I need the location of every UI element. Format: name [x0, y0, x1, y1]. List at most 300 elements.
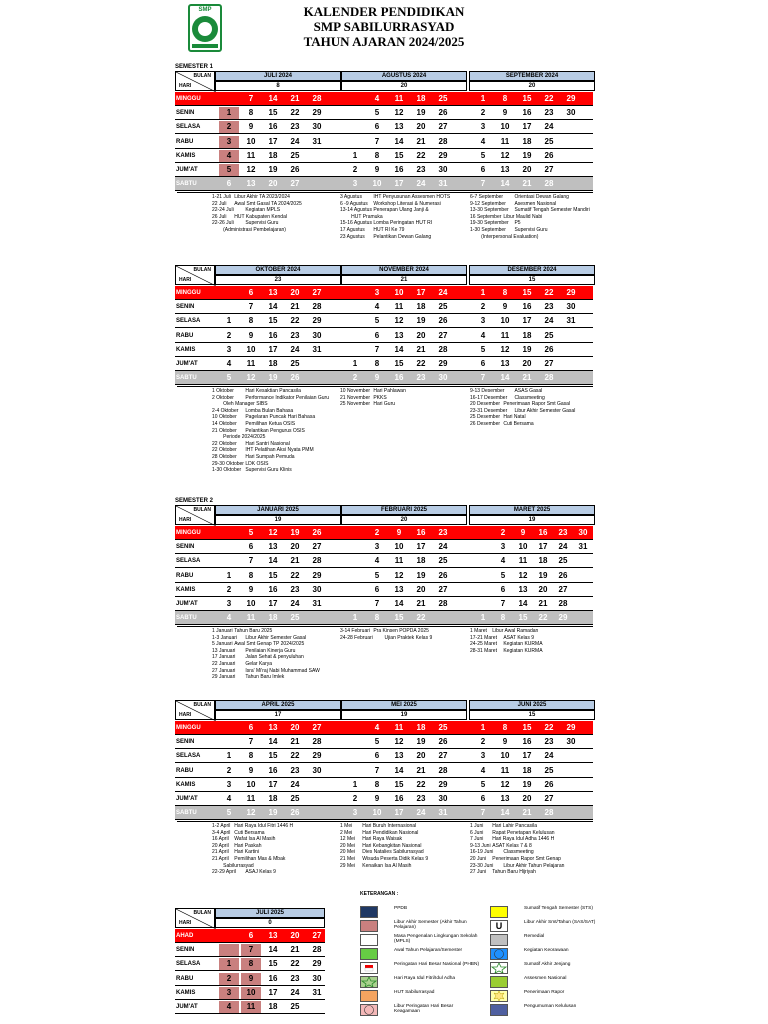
day-row — [175, 929, 325, 943]
date-cell: 17 — [268, 136, 278, 146]
date-cell — [219, 944, 239, 956]
date-cell: 14 — [394, 136, 404, 146]
corner-hari: HARI — [179, 712, 192, 718]
date-cell: 21 — [538, 599, 548, 608]
note-line: 22 Januari Gelar Karya — [212, 660, 273, 667]
legend-text: Sumatif Akhir Jenjang — [524, 962, 571, 967]
date-cell — [307, 612, 327, 624]
date-cell: 14 — [268, 556, 278, 566]
legend-swatch — [490, 1004, 508, 1016]
legend-swatch — [490, 990, 508, 1002]
date-cell: 29 — [566, 288, 576, 297]
note-line: 10 November Hari Pahlawan — [340, 388, 406, 394]
date-cell: 20 — [290, 723, 300, 732]
note-line: 17 Agustus HUT RI Ke 79 — [340, 226, 405, 233]
calendar-block-3 — [175, 505, 593, 625]
date-cell: 9 — [502, 302, 508, 312]
note-line: 16-17 Desember Classmeeting — [470, 394, 545, 401]
note-line: 29 Mei Kenaikan Isa Al Masih — [340, 862, 412, 869]
date-cell: 27 — [438, 330, 448, 340]
date-cell: 5 — [226, 808, 232, 818]
note-line: 2 Mei Hari Pendidikan Nasional — [340, 829, 419, 836]
legend-text: Libur Akhir Smt/Tahun (SAS/SAT) — [524, 920, 596, 925]
date-cell: 8 — [502, 288, 508, 297]
date-cell — [561, 121, 581, 133]
date-cell: 14 — [268, 94, 278, 103]
note-line: 1 Maret Libur Awal Ramadan — [470, 628, 539, 634]
date-cell: 8 — [502, 94, 508, 103]
date-cell: 19 — [290, 528, 300, 537]
date-cell: 7 — [248, 302, 254, 312]
date-cell: 13 — [394, 330, 404, 340]
day-row — [175, 778, 593, 792]
date-cell: 2 — [219, 973, 239, 985]
date-cell: 2 — [374, 528, 380, 537]
date-cell — [345, 541, 365, 553]
date-cell: 19 — [416, 108, 426, 118]
date-cell: 15 — [268, 959, 278, 969]
date-cell: 20 — [416, 584, 426, 594]
date-cell — [345, 570, 365, 582]
date-cell: 29 — [312, 570, 322, 580]
date-cell: 22 — [544, 94, 554, 103]
date-cell: 10 — [372, 808, 382, 818]
day-row — [175, 1000, 325, 1014]
date-cell: 18 — [416, 94, 426, 103]
date-cell: 17 — [268, 599, 278, 608]
day-row — [175, 357, 593, 371]
legend-swatch — [490, 976, 508, 988]
title-line-3: TAHUN AJARAN 2024/2025 — [303, 34, 465, 49]
date-cell: 1 — [480, 288, 486, 297]
date-cell: 4 — [374, 723, 380, 732]
date-cell: 30 — [438, 794, 448, 803]
date-cell: 22 — [416, 779, 426, 789]
legend-item — [360, 962, 485, 976]
date-cell: 26 — [544, 150, 554, 160]
date-cell: 23 — [290, 122, 300, 132]
date-cell: 22 — [416, 359, 426, 368]
date-cell: 3 — [226, 599, 232, 608]
date-cell: 4 — [374, 556, 380, 566]
date-cell: 15 — [394, 150, 404, 160]
day-label: KAMIS — [176, 781, 196, 788]
date-cell: 12 — [394, 316, 404, 326]
date-cell: 8 — [500, 613, 506, 623]
date-cell: 22 — [290, 316, 300, 326]
date-cell: 19 — [268, 808, 278, 818]
legend-item — [360, 906, 485, 920]
day-row — [175, 611, 593, 625]
note-line: 1 Januari Tahun Baru 2025 — [212, 628, 273, 634]
date-cell: 13 — [268, 542, 278, 552]
date-cell: 9 — [396, 528, 402, 537]
date-cell: 3 — [480, 316, 486, 326]
date-cell: 16 — [268, 330, 278, 340]
date-cell: 25 — [290, 613, 300, 623]
date-cell: 31 — [312, 987, 322, 997]
legend-item — [490, 1004, 615, 1018]
date-cell: 10 — [246, 136, 256, 146]
date-cell: 17 — [522, 751, 532, 761]
legend-text: Kegiatan Keorawaan — [524, 948, 569, 953]
date-cell: 5 — [500, 570, 506, 580]
day-label: SELASA — [176, 558, 201, 565]
date-cell — [561, 750, 581, 762]
date-cell: 23 — [290, 973, 300, 983]
date-cell: 24 — [416, 179, 426, 189]
date-cell: 13 — [246, 179, 256, 189]
corner-bulan: BULAN — [193, 910, 211, 916]
corner-hari: HARI — [179, 277, 192, 283]
date-cell: 28 — [438, 599, 448, 608]
date-cell — [219, 541, 239, 553]
date-cell: 16 — [394, 794, 404, 803]
date-cell: 10 — [246, 344, 256, 354]
date-cell: 20 — [290, 931, 300, 940]
note-line: 1 Juni Hari Lahir Pancasila — [470, 823, 537, 829]
legend-item — [490, 976, 615, 990]
date-cell: 11 — [500, 136, 510, 146]
day-label: SENIN — [176, 544, 195, 551]
note-line: 14 Oktober Pemilihan Ketua OSIS — [212, 420, 296, 427]
date-cell: 23 — [416, 165, 426, 174]
date-cell: 27 — [544, 794, 554, 803]
date-cell: 15 — [522, 723, 532, 732]
date-cell: 29 — [558, 613, 568, 623]
note-line: 20 Juni Penerimaan Rapor Smt Genap — [470, 855, 561, 862]
date-cell: 2 — [226, 765, 232, 775]
note-line: 22 Juli Awal Smt Gasal TA 2024/2025 — [212, 200, 302, 207]
note-line: (Interpersonal Evaluation) — [470, 233, 539, 240]
date-cell — [307, 150, 327, 162]
corner-hari: HARI — [179, 83, 192, 89]
month-name: JULI 2024 — [215, 71, 341, 81]
day-label: SABTU — [176, 181, 197, 188]
date-cell: 3 — [226, 779, 232, 789]
day-label: KAMIS — [176, 346, 196, 353]
note-line: Oleh Manager SIBS — [212, 401, 268, 408]
date-cell: 18 — [538, 556, 548, 566]
date-cell: 29 — [438, 359, 448, 368]
date-cell: 17 — [268, 344, 278, 354]
note-line: 1-30 September Supervisi Guru — [470, 226, 548, 233]
day-row — [175, 314, 593, 328]
date-cell: 21 — [416, 765, 426, 775]
date-cell: 6 — [480, 359, 486, 368]
date-cell: 13 — [500, 165, 510, 174]
day-label: SABTU — [176, 375, 197, 382]
date-cell: 8 — [248, 108, 254, 118]
legend-swatch — [360, 976, 378, 988]
date-cell — [219, 301, 239, 313]
day-row — [175, 792, 593, 806]
day-label: SABTU — [176, 615, 197, 622]
date-cell: 24 — [544, 751, 554, 761]
date-cell: 18 — [268, 359, 278, 368]
date-cell — [561, 344, 581, 356]
date-cell: 21 — [416, 599, 426, 608]
date-cell: 25 — [544, 765, 554, 775]
date-cell: 17 — [268, 987, 278, 997]
date-cell: 11 — [394, 302, 404, 312]
date-cell: 16 — [522, 737, 532, 747]
date-cell: 16 — [522, 302, 532, 312]
month-weeks: 20 — [341, 515, 467, 525]
note-line: (Administrasi Pembelajaran) — [212, 226, 286, 233]
month-name: DESEMBER 2024 — [469, 265, 595, 275]
day-label: AHAD — [176, 933, 194, 939]
date-cell: 15 — [268, 316, 278, 326]
date-cell: 17 — [394, 179, 404, 189]
month-name: SEPTEMBER 2024 — [469, 71, 595, 81]
legend-text: HUT Sabilurrasyad — [394, 990, 435, 995]
date-cell: 18 — [268, 1002, 278, 1011]
note-line: 3-14 Februari Pra Kinsen POPDA 2025 — [340, 628, 429, 634]
date-cell: 5 — [248, 528, 254, 537]
date-cell: 5 — [219, 164, 239, 176]
date-cell: 11 — [394, 94, 404, 103]
date-cell: 26 — [290, 808, 300, 818]
date-cell — [219, 93, 239, 105]
day-row — [175, 526, 593, 540]
date-cell: 1 — [219, 107, 239, 119]
legend-swatch — [490, 962, 508, 974]
date-cell: 3 — [480, 122, 486, 132]
date-cell: 28 — [312, 302, 322, 312]
date-cell: 26 — [438, 316, 448, 326]
date-cell — [345, 301, 365, 313]
legend-text: Remedial — [524, 934, 545, 939]
date-cell: 8 — [248, 570, 254, 580]
date-cell: 24 — [438, 542, 448, 552]
title-line-1: KALENDER PENDIDIKAN — [303, 4, 465, 19]
date-cell: 15 — [522, 288, 532, 297]
date-cell: 23 — [558, 528, 568, 537]
date-cell: 6 — [374, 122, 380, 132]
date-cell: 6 — [248, 542, 254, 552]
date-cell: 26 — [544, 344, 554, 354]
day-label: SELASA — [176, 124, 201, 131]
date-cell: 6 — [248, 288, 254, 297]
date-cell: 17 — [268, 779, 278, 789]
date-cell — [219, 287, 239, 299]
date-cell: 19 — [522, 150, 532, 160]
date-cell — [345, 598, 365, 610]
date-cell: 2 — [352, 794, 358, 803]
date-cell: 5 — [226, 373, 232, 383]
month-name: JUNI 2025 — [469, 700, 595, 710]
date-cell: 10 — [500, 122, 510, 132]
date-cell: 24 — [290, 599, 300, 608]
date-cell: 19 — [416, 737, 426, 747]
day-label: RABU — [176, 767, 194, 774]
calendar-block-2 — [175, 265, 593, 385]
date-cell — [433, 612, 453, 624]
date-cell — [561, 330, 581, 342]
date-cell: 28 — [544, 373, 554, 383]
day-label: KAMIS — [176, 586, 196, 593]
date-cell: 25 — [438, 723, 448, 732]
day-row — [175, 286, 593, 300]
legend-text: Masa Pengenalan Lingkungan Sekolah (MPLS) — [394, 934, 478, 945]
date-cell: 1 — [480, 723, 486, 732]
date-cell: 23 — [290, 765, 300, 775]
date-cell: 20 — [290, 542, 300, 552]
notes-column — [470, 388, 610, 428]
date-cell: 28 — [312, 737, 322, 747]
day-label: JUM'AT — [176, 167, 198, 173]
note-line: 25 Desember Hari Natal — [470, 414, 526, 421]
note-line: 6 -9 Agustus Workshop Literasi & Numerasi — [340, 200, 441, 207]
date-cell — [219, 736, 239, 748]
date-cell: 1 — [352, 779, 358, 789]
month-weeks: 20 — [469, 81, 595, 91]
note-line: 26 Juli HUT Kabupaten Kendal — [212, 213, 287, 220]
note-line: 27 Juni Tahun Baru Hijriyah — [470, 869, 536, 876]
day-label: JUM'AT — [176, 1004, 198, 1010]
note-line: 28 Oktober Hari Sumpah Pemuda — [212, 453, 295, 460]
date-cell: 23 — [544, 108, 554, 118]
corner-hari: HARI — [179, 517, 192, 523]
date-cell: 26 — [544, 779, 554, 789]
day-label: SENIN — [176, 304, 195, 311]
day-label: JUM'AT — [176, 796, 198, 802]
day-label: JUM'AT — [176, 361, 198, 367]
legend-item — [490, 934, 615, 948]
date-cell: 25 — [290, 150, 300, 160]
date-cell: 6 — [248, 931, 254, 940]
note-line: 22 Oktober IHT Pelatihan Aksi Nyata PMM — [212, 447, 314, 454]
date-cell: 1 — [352, 359, 358, 368]
date-cell: 2 — [219, 121, 239, 133]
date-cell: 31 — [312, 344, 322, 354]
legend-text: Penerimaan Rapor — [524, 990, 565, 995]
date-cell: 31 — [438, 179, 448, 189]
date-cell: 8 — [502, 723, 508, 732]
notes-column — [340, 628, 480, 641]
day-label: RABU — [176, 332, 194, 339]
date-cell: 2 — [500, 528, 506, 537]
date-cell: 31 — [312, 136, 322, 146]
date-cell: 7 — [374, 599, 380, 608]
month-weeks: 19 — [341, 710, 467, 720]
date-cell — [219, 722, 239, 734]
note-line: 17-21 Maret ASAT Kelas 9 — [470, 634, 535, 641]
date-cell: 19 — [538, 570, 548, 580]
date-cell — [561, 765, 581, 777]
date-cell: 8 — [374, 359, 380, 368]
date-cell: 27 — [438, 122, 448, 132]
date-cell: 26 — [312, 528, 322, 537]
date-cell: 14 — [268, 737, 278, 747]
date-cell: 27 — [312, 723, 322, 732]
date-cell — [573, 584, 593, 596]
date-cell: 7 — [241, 944, 261, 956]
note-line: 22-29 April ASAJ Kelas 9 — [212, 869, 276, 876]
date-cell: 15 — [522, 94, 532, 103]
date-cell: 5 — [374, 737, 380, 747]
page-title — [0, 4, 768, 49]
day-row — [175, 806, 593, 820]
note-line: 9-12 September Asesmen Nasional — [470, 200, 557, 207]
date-cell: 7 — [248, 556, 254, 566]
date-cell: 12 — [246, 165, 256, 174]
date-cell: 19 — [416, 570, 426, 580]
date-cell — [307, 358, 327, 370]
month-name: OKTOBER 2024 — [215, 265, 341, 275]
date-cell: 27 — [312, 931, 322, 940]
note-line: 1 Oktober Hari Kesaktian Pancasila — [212, 388, 301, 394]
date-cell — [345, 584, 365, 596]
date-cell: 5 — [374, 316, 380, 326]
date-cell: 4 — [374, 94, 380, 103]
note-line: 27 Januari Isra' Mi'raj Nabi Muhammad SAW — [212, 667, 320, 674]
note-line: 6 Juni Rapat Penetapan Kelulusan — [470, 829, 555, 836]
date-cell: 4 — [480, 136, 486, 146]
date-cell: 18 — [416, 302, 426, 312]
date-cell: 2 — [480, 302, 486, 312]
month-weeks: 21 — [341, 275, 467, 285]
date-cell: 23 — [438, 528, 448, 537]
corner-bulan: BULAN — [193, 267, 211, 273]
date-cell — [307, 779, 327, 791]
date-cell: 15 — [268, 570, 278, 580]
date-cell: 26 — [438, 737, 448, 747]
date-cell: 11 — [394, 556, 404, 566]
semester-1-label: SEMESTER 1 — [175, 64, 214, 70]
date-cell: 24 — [416, 808, 426, 818]
date-cell: 25 — [438, 556, 448, 566]
date-cell — [219, 555, 239, 567]
date-cell — [561, 150, 581, 162]
date-cell: 2 — [352, 165, 358, 174]
day-row — [175, 343, 593, 357]
day-row — [175, 749, 593, 763]
date-cell: 7 — [248, 737, 254, 747]
legend-swatch — [490, 948, 508, 960]
date-cell: 27 — [290, 179, 300, 189]
date-cell: 10 — [241, 987, 261, 999]
date-cell: 25 — [290, 1002, 300, 1011]
date-cell: 11 — [394, 723, 404, 732]
legend-text: Libur Akhir Semester (Akhir Tahun Pelajaran) — [394, 920, 467, 931]
date-cell: 25 — [544, 330, 554, 340]
date-cell: 29 — [312, 108, 322, 118]
date-cell: 13 — [394, 751, 404, 761]
date-cell: 8 — [374, 613, 380, 623]
date-cell: 3 — [226, 344, 232, 354]
date-cell: 24 — [290, 344, 300, 354]
date-cell: 12 — [394, 737, 404, 747]
date-cell: 6 — [500, 584, 506, 594]
date-cell: 26 — [438, 108, 448, 118]
note-line: 1-21 Juli Libur Akhir TA 2023/2024 — [212, 194, 290, 200]
date-cell — [307, 793, 327, 805]
date-cell: 18 — [268, 794, 278, 803]
note-line: 22-26 Juli Supervisi Guru — [212, 220, 279, 227]
date-cell — [345, 765, 365, 777]
date-cell — [473, 598, 493, 610]
date-cell: 4 — [226, 359, 232, 368]
date-cell: 15 — [394, 779, 404, 789]
notes-column — [340, 194, 480, 240]
date-cell: 28 — [438, 765, 448, 775]
date-cell — [307, 164, 327, 176]
date-cell — [473, 555, 493, 567]
date-cell: 13 — [394, 122, 404, 132]
date-cell: 22 — [290, 959, 300, 969]
